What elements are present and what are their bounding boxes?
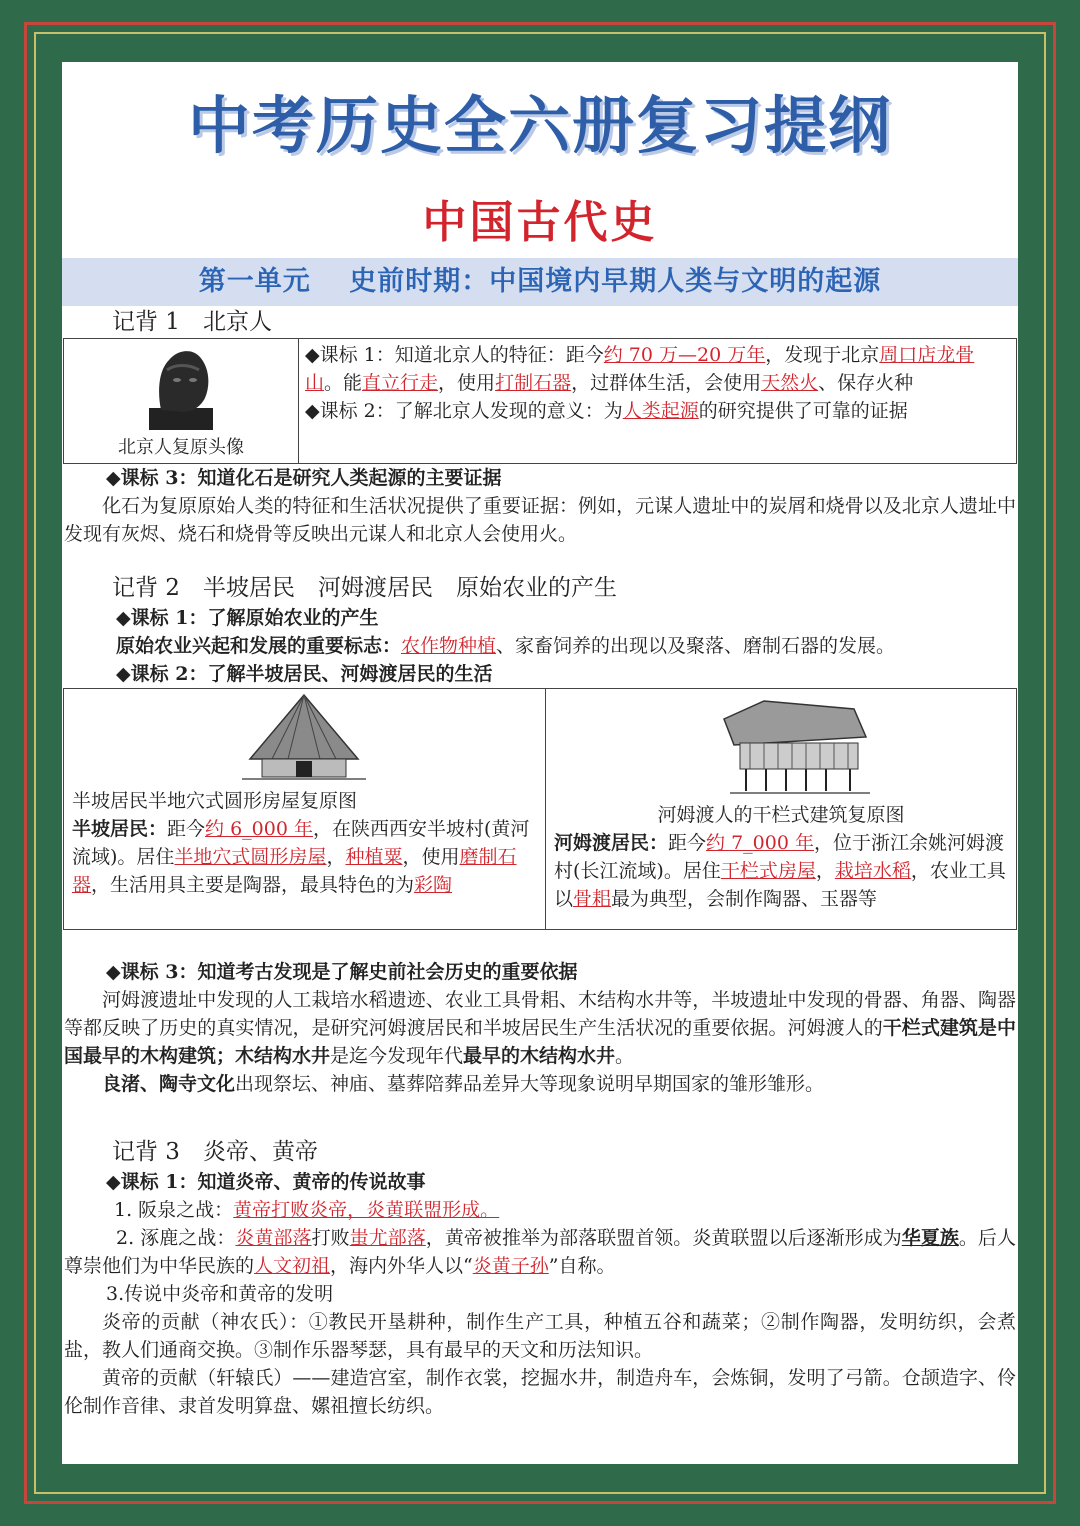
hemudu-caption: 河姆渡人的干栏式建筑复原图: [657, 804, 905, 826]
peking-man-caption: 北京人复原头像: [118, 437, 244, 458]
standard-1-text: ◆课标 1：知道北京人的特征：距今约 70 万—20 万年，发现于北京周口店龙骨山。能直立行走，使用打制石器，过群体生活，会使用天然火、保存火种: [305, 344, 975, 394]
standard-2-text: ◆课标 2：了解北京人发现的意义：为人类起源的研究提供了可靠的证据: [305, 400, 908, 422]
section-title: 中国古代史: [422, 197, 658, 248]
huangdi-contribution: 黄帝的贡献（轩辕氏）——建造宫室，制作衣裳，挖掘水井，制造舟车，会炼铜，发明了弓箭。仓颉造字、伶伦制作音律、隶首发明算盘、嫘祖擅长纺织。: [64, 1367, 1016, 1417]
yandi-contribution: 炎帝的贡献（神农氏）：①教民开垦耕种，制作生产工具，种植五谷和蔬菜；②制作陶器，发明纺织，会煮盐，教人们通商交换。③制作乐器琴瑟，具有最早的天文和历法知识。: [64, 1311, 1016, 1361]
recall-3-heading: 记背 3 炎帝、黄帝: [112, 1139, 318, 1165]
banpo-round-house-image: [72, 689, 536, 787]
r2-standard-1-heading: ◆课标 1：了解原始农业的产生: [116, 607, 379, 629]
archaeology-paragraph: 河姆渡遗址中发现的人工栽培水稻遗迹、农业工具骨耜、木结构水井等，半坡遗址中发现的骨器、角器、陶器等都反映了历史的真实情况，是研究河姆渡居民和半坡居民生产生活状况的重要依据。河姆渡人的干栏式建筑是中国最早的木构建筑；木结构水井是迄今发现年代最早的木结构水井。: [64, 989, 1016, 1067]
settlements-table: [63, 688, 1017, 930]
fossil-paragraph: 化石为复原原始人类的特征和生活状况提供了重要证据：例如，元谋人遗址中的炭屑和烧骨以及北京人遗址中发现有灰烬、烧石和烧骨等反映出元谋人和北京人会使用火。: [64, 495, 1016, 545]
recall-1-table: [63, 338, 1017, 464]
inventions-heading: 3.传说中炎帝和黄帝的发明: [106, 1283, 334, 1305]
peking-man-image-cell: [64, 339, 299, 464]
r2-standard-2-heading: ◆课标 2：了解半坡居民、河姆渡居民的生活: [116, 663, 493, 685]
recall-2-section: [62, 570, 1018, 1098]
hemudu-text: 河姆渡居民：距今约 7_000 年，位于浙江余姚河姆渡村(长江流域)。居住干栏式房屋，栽培水稻，农业工具以骨耜最为典型，会制作陶器、玉器等: [554, 832, 1006, 910]
r3-standard-1-heading: ◆课标 1：知道炎帝、黄帝的传说故事: [106, 1171, 426, 1193]
banpo-caption: 半坡居民半地穴式圆形房屋复原图: [72, 790, 358, 812]
standard-3-heading: ◆课标 3：知道化石是研究人类起源的主要证据: [106, 467, 502, 489]
peking-man-bust-image: [65, 340, 297, 434]
document-page: [62, 62, 1018, 1464]
zhuolu-battle-text: 2. 涿鹿之战：炎黄部落打败蚩尤部落，黄帝被推举为部落联盟首领。炎黄联盟以后逐渐形成为华夏族。后人尊崇他们为中华民族的人文初祖，海内外华人以“炎黄子孙”自称。: [64, 1227, 1016, 1277]
recall-2-heading: 记背 2 半坡居民 河姆渡居民 原始农业的产生: [112, 575, 617, 601]
banquan-battle-text: 1. 阪泉之战：黄帝打败炎帝，炎黄联盟形成。: [114, 1199, 500, 1221]
peking-man-standards-cell: [299, 339, 1017, 464]
unit-heading: 第一单元 史前时期：中国境内早期人类与文明的起源: [62, 258, 1018, 306]
hemudu-cell: [546, 689, 1017, 930]
recall-1-section: [62, 304, 1018, 548]
liangzhu-paragraph: 良渚、陶寺文化出现祭坛、神庙、墓葬陪葬品差异大等现象说明早期国家的雏形雏形。: [102, 1073, 825, 1095]
banpo-cell: [64, 689, 546, 930]
r2-standard-3-heading: ◆课标 3：知道考古发现是了解史前社会历史的重要依据: [106, 961, 578, 983]
agriculture-sign-text: 原始农业兴起和发展的重要标志：农作物种植、家畜饲养的出现以及聚落、磨制石器的发展。: [116, 635, 896, 657]
banpo-text: 半坡居民：距今约 6_000 年，在陕西西安半坡村(黄河流域)。居住半地穴式圆形房屋，种植粟，使用磨制石器，生活用具主要是陶器，最具特色的为彩陶: [72, 818, 530, 896]
hemudu-stilt-house-image: [554, 689, 1008, 801]
recall-3-section: [62, 1134, 1018, 1420]
recall-1-heading: 记背 1 北京人: [112, 309, 272, 335]
main-title: 中考历史全六册复习提纲: [187, 89, 892, 162]
